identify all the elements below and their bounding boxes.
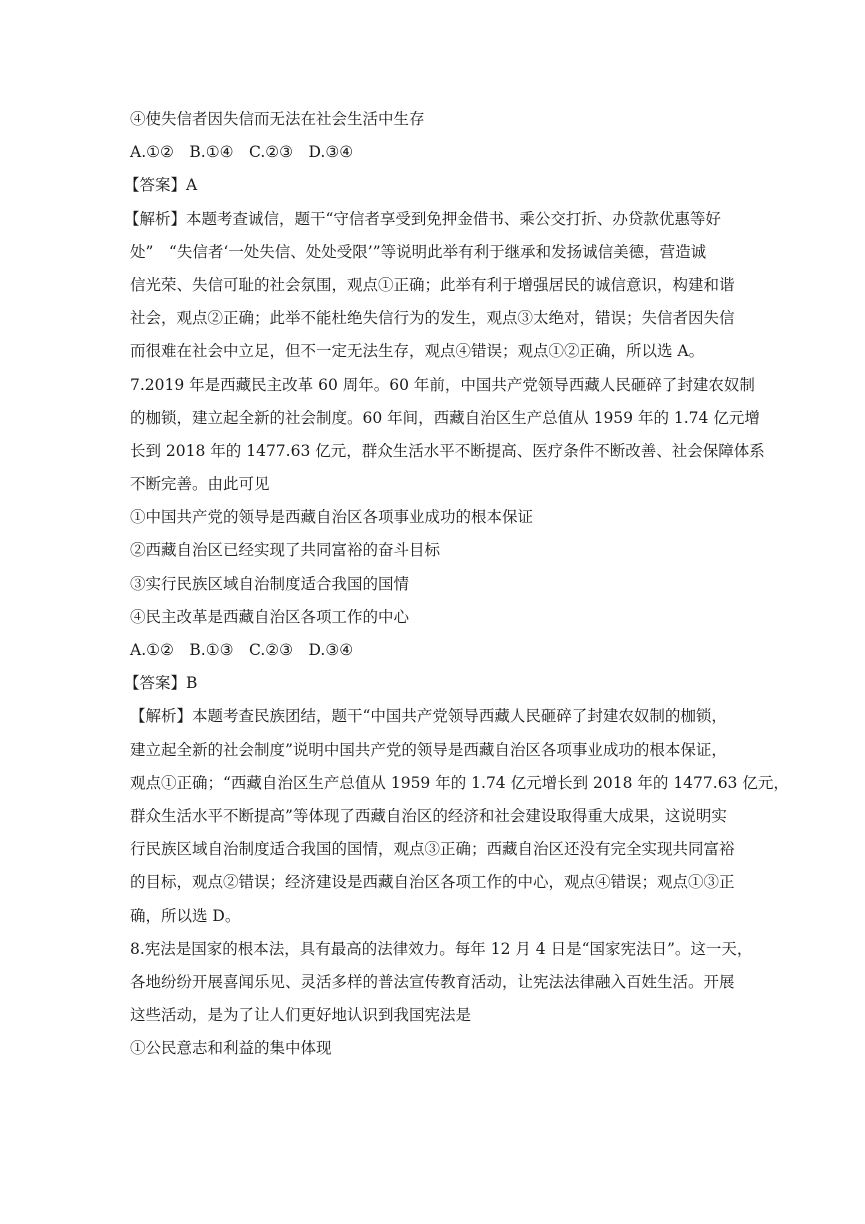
document-page (124, 103, 789, 1065)
answer-line: 【答案】A (124, 176, 198, 195)
question-line: 不断完善。由此可见 (130, 475, 270, 494)
choices-line: A.①② B.①④ C.②③ D.③④ (130, 143, 354, 162)
explanation-line: 信光荣、失信可耻的社会氛围，观点①正确；此举有利于增强居民的诚信意识，构建和谐 (130, 275, 735, 294)
choices-line: A.①② B.①③ C.②③ D.③④ (130, 641, 354, 659)
explanation-line: 处” “失信者‘一处失信、处处受限’”等说明此举有利于继承和发扬诚信美德，营造诚 (130, 242, 707, 261)
explanation-line: 建立起全新的社会制度”说明中国共产党的领导是西藏自治区各项事业成功的根本保证， (130, 740, 727, 759)
question-line: 这些活动，是为了让人们更好地认识到我国宪法是 (130, 1006, 472, 1025)
option-line: ④使失信者因失信而无法在社会生活中生存 (130, 110, 425, 128)
explanation-line: 【解析】本题考查诚信，题干“守信者享受到免押金借书、乘公交打折、办贷款优惠等好 (124, 209, 721, 228)
option-line: ②西藏自治区已经实现了共同富裕的奋斗目标 (130, 541, 441, 560)
explanation-line: 确，所以选 D。 (130, 906, 241, 925)
question-line: 7.2019 年是西藏民主改革 60 周年。60 年前，中国共产党领导西藏人民砸碎了封建农奴制 (130, 375, 755, 394)
question-line: 8.宪法是国家的根本法，具有最高的法律效力。每年 12 月 4 日是“国家宪法日”。这一天， (130, 939, 753, 958)
answer-line: 【答案】B (124, 674, 198, 693)
explanation-line: 【解析】本题考查民族团结，题干“中国共产党领导西藏人民砸碎了封建农奴制的枷锁， (130, 707, 727, 726)
question-line: 各地纷纷开展喜闻乐见、灵活多样的普法宣传教育活动，让宪法法律融入百姓生活。开展 (130, 972, 735, 991)
explanation-line: 行民族区域自治制度适合我国的国情，观点③正确；西藏自治区还没有完全实现共同富裕 (130, 840, 735, 859)
explanation-line: 观点①正确；“西藏自治区生产总值从 1959 年的 1.74 亿元增长到 2018 年的 1477.63 亿元， (130, 773, 789, 792)
explanation-line: 群众生活水平不断提高”等体现了西藏自治区的经济和社会建设取得重大成果，这说明实 (130, 806, 727, 825)
explanation-line: 而很难在社会中立足，但不一定无法生存，观点④错误；观点①②正确，所以选 A。 (130, 342, 705, 361)
question-line: 的枷锁，建立起全新的社会制度。60 年间，西藏自治区生产总值从 1959 年的 1.74 亿元增 (130, 408, 760, 427)
option-line: ①中国共产党的领导是西藏自治区各项事业成功的根本保证 (130, 508, 534, 527)
explanation-line: 社会，观点②正确；此举不能杜绝失信行为的发生，观点③太绝对，错误；失信者因失信 (130, 309, 735, 328)
option-line: ①公民意志和利益的集中体现 (130, 1039, 332, 1058)
option-line: ③实行民族区域自治制度适合我国的国情 (130, 574, 410, 593)
question-line: 长到 2018 年的 1477.63 亿元，群众生活水平不断提高、医疗条件不断改善、社会保障体系 (130, 441, 765, 460)
explanation-line: 的目标，观点②错误；经济建设是西藏自治区各项工作的中心，观点④错误；观点①③正 (130, 873, 735, 892)
option-line: ④民主改革是西藏自治区各项工作的中心 (130, 607, 410, 626)
